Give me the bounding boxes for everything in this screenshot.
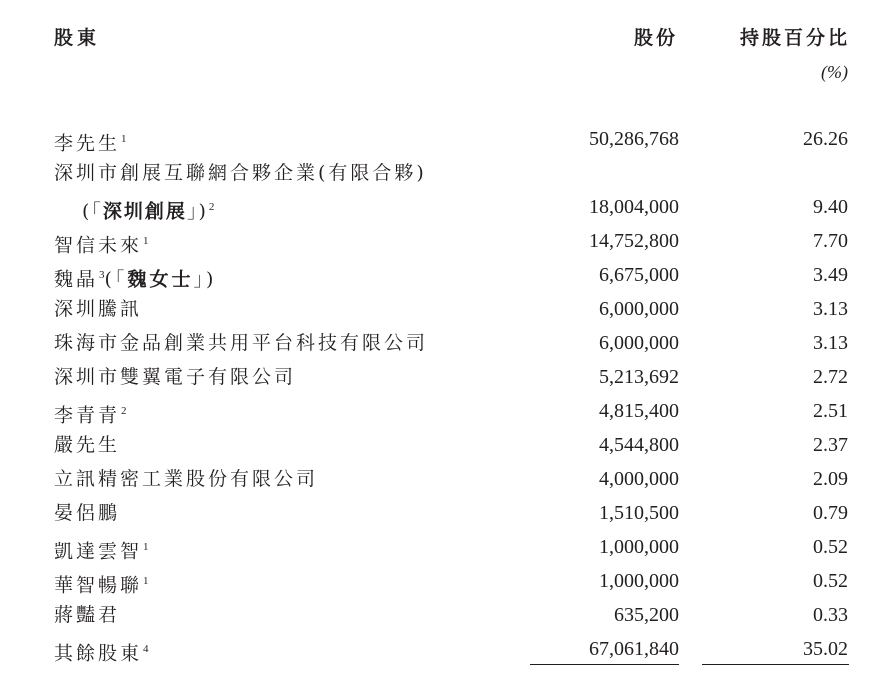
shareholder-name: 蔣豔君 [54,604,121,626]
percentage-value: 0.52 [813,536,848,558]
shares-value: 14,752,800 [589,230,679,252]
shareholder-name: 華智暢聯$^1$ [54,574,149,597]
header-shares: 股份 [633,27,678,49]
short-name: 魏女士 [127,268,194,291]
shares-value: 4,815,400 [599,400,679,422]
shareholder-name: 凱達雲智$^1$ [54,540,149,563]
shareholder-name: 智信未來$^1$ [54,234,149,257]
table-row [0,190,894,224]
footnote-ref: 1 [143,575,149,587]
shares-value: 4,544,800 [599,434,679,456]
shareholder-name: 其餘股東$^4$ [54,642,149,665]
percentage-value: 3.13 [813,332,848,354]
table-row [0,530,894,564]
header-shareholder: 股東 [54,27,101,49]
header-percentage-unit: (%) [821,62,848,82]
percentage-total-rule [702,664,849,665]
footnote-ref: 1 [121,133,127,145]
shares-value: 5,213,692 [599,366,679,388]
percentage-value: 3.49 [813,264,848,286]
footnote-ref: 1 [143,541,149,553]
table-row [0,258,894,292]
percentage-value: 0.33 [813,604,848,626]
percentage-value: 9.40 [813,196,848,218]
footnote-ref: 3 [99,269,105,281]
table-row [0,360,894,394]
header-percentage: 持股百分比 [739,27,850,49]
table-row [0,598,894,632]
shares-value: 50,286,768 [589,128,679,150]
percentage-value: 2.72 [813,366,848,388]
shares-value: 1,000,000 [599,536,679,558]
table-row [0,326,894,360]
table-row [0,122,894,156]
footnote-ref: 1 [143,235,149,247]
percentage-value: 2.09 [813,468,848,490]
shareholder-name: 晏侶鵬 [54,502,121,524]
shareholder-name: 珠海市金品創業共用平台科技有限公司 [54,332,429,354]
percentage-value: 35.02 [803,638,848,660]
footnote-ref: 2 [121,405,127,417]
table-row [0,394,894,428]
table-row [0,496,894,530]
table-row [0,156,894,190]
shares-value: 67,061,840 [589,638,679,660]
percentage-value: 26.26 [803,128,848,150]
table-row [0,428,894,462]
percentage-value: 0.79 [813,502,848,524]
table-row [0,292,894,326]
shares-value: 635,200 [614,604,679,626]
footnote-ref: 4 [143,643,149,655]
shares-value: 1,510,500 [599,502,679,524]
shares-value: 6,675,000 [599,264,679,286]
percentage-value: 3.13 [813,298,848,320]
shareholder-name: 深圳市雙翼電子有限公司 [54,366,297,388]
shareholder-name: 深圳騰訊 [54,298,143,320]
shareholder-name: 嚴先生 [54,434,121,456]
shareholder-name: 李先生$^1$ [54,132,127,155]
shares-value: 6,000,000 [599,298,679,320]
percentage-value: 2.37 [813,434,848,456]
table-row [0,224,894,258]
percentage-value: 7.70 [813,230,848,252]
shareholder-name: 深圳市創展互聯網合夥企業(有限合夥) [54,162,427,184]
percentage-value: 0.52 [813,570,848,592]
short-name: 深圳創展 [102,200,187,223]
shares-value: 6,000,000 [599,332,679,354]
shareholder-name-continuation: (「深圳創展」)$^2$ [82,200,215,223]
shares-value: 4,000,000 [599,468,679,490]
percentage-value: 2.51 [813,400,848,422]
shareholder-name: 李青青$^2$ [54,404,127,427]
shareholder-name: 立訊精密工業股份有限公司 [54,468,319,490]
shares-value: 18,004,000 [589,196,679,218]
table-row [0,632,894,666]
shares-value: 1,000,000 [599,570,679,592]
footnote-ref: 2 [208,201,215,213]
table-row [0,462,894,496]
table-row [0,564,894,598]
shareholder-name: 魏晶$^3$(「魏女士」) [54,268,217,291]
shares-total-rule [530,664,679,665]
